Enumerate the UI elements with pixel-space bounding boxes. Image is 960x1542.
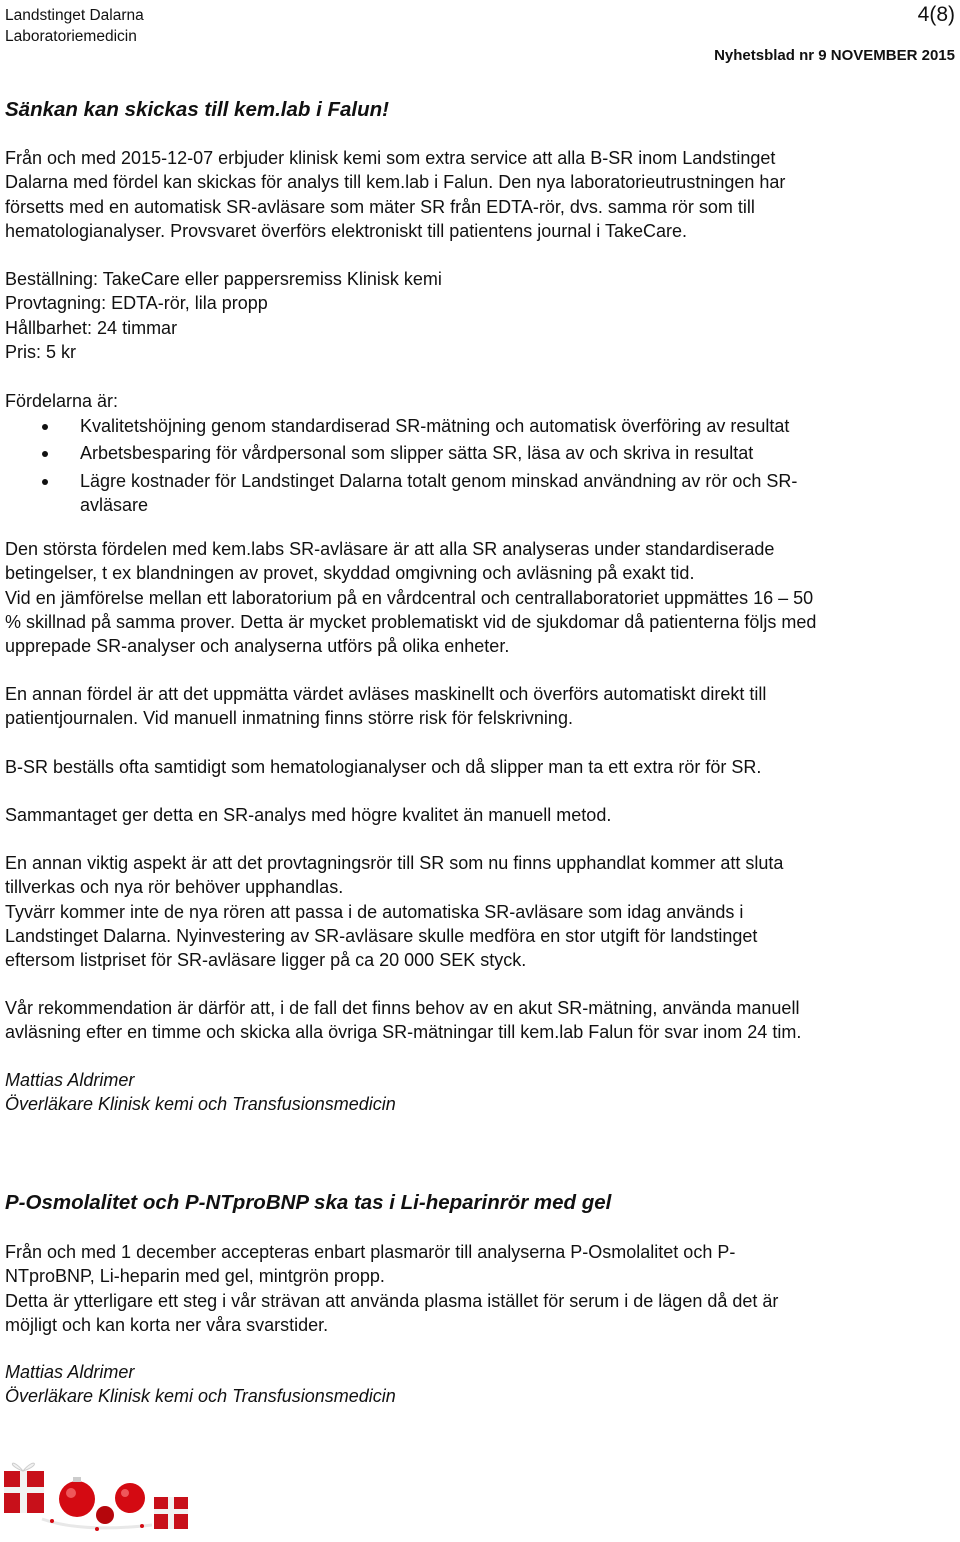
sampling-line: Provtagning: EDTA-rör, lila propp — [5, 293, 268, 314]
article2-body — [5, 1240, 955, 1337]
advantage-item: Kvalitetshöjning genom standardiserad SR-mätning och automatisk överföring av resultat — [5, 414, 950, 438]
header-dept: Laboratoriemedicin — [5, 28, 137, 45]
para-line: möjligt och kan korta ner våra svarstider. — [5, 1314, 329, 1335]
durability-line: Hållbarhet: 24 timmar — [5, 317, 178, 338]
para-line: Den största fördelen med kem.labs SR-avläsare är att alla SR analyseras under standardiserade — [5, 539, 775, 559]
article1-intro-line: Dalarna med fördel kan skickas för analys till kem.lab i Falun. Den nya laboratorieutrustningen har — [5, 172, 786, 193]
article1-intro — [5, 146, 955, 243]
para-line: upprepade SR-analyser och analyserna utförs på olika enheter. — [5, 636, 510, 657]
header-org: Landstinget Dalarna — [5, 7, 144, 24]
advantages-list — [5, 414, 950, 521]
article1-order-info — [5, 267, 955, 364]
christmas-baubles-icon — [2, 1455, 192, 1537]
article2-title: P-Osmolalitet och P-NTproBNP ska tas i Li-heparinrör med gel — [5, 1191, 612, 1214]
article1-intro-line: Från och med 2015-12-07 erbjuder klinisk kemi som extra service att alla B-SR inom Landstinget — [5, 148, 776, 168]
newsletter-issue: Nyhetsblad nr 9 NOVEMBER 2015 — [714, 47, 955, 64]
author-title: Överläkare Klinisk kemi och Transfusionsmedicin — [5, 1094, 396, 1115]
author-title: Överläkare Klinisk kemi och Transfusionsmedicin — [5, 1386, 396, 1407]
para-line: tillverkas och nya rör behöver upphandlas. — [5, 877, 344, 898]
para-line: eftersom listpriset för SR-avläsare ligger på ca 20 000 SEK styck. — [5, 950, 527, 971]
article1-para4: Sammantaget ger detta en SR-analys med högre kvalitet än manuell metod. — [5, 805, 612, 825]
article1-para5 — [5, 851, 955, 972]
para-line: En annan fördel är att det uppmätta värdet avläses maskinellt och överförs automatiskt direkt till — [5, 684, 767, 704]
advantage-item-line: avläsare — [80, 495, 149, 516]
article2-signature — [5, 1360, 955, 1409]
para-line: NTproBNP, Li-heparin med gel, mintgrön propp. — [5, 1266, 385, 1287]
para-line: betingelser, t ex blandningen av provet, skyddad omgivning och avläsning på exakt tid. — [5, 563, 695, 584]
article1-intro-line: hematologianalyser. Provsvaret överförs elektroniskt till patientens journal i TakeCare. — [5, 220, 688, 241]
article1-title: Sänkan kan skickas till kem.lab i Falun! — [5, 98, 389, 121]
para-line: Landstinget Dalarna. Nyinvestering av SR-avläsare skulle medföra en stor utgift för landstinget — [5, 925, 758, 946]
author-name: Mattias Aldrimer — [5, 1070, 135, 1090]
para-line: % skillnad på samma prover. Detta är mycket problematiskt vid de sjukdomar då patienterna följs med — [5, 611, 817, 632]
para-line: Vid en jämförelse mellan ett laboratorium på en vårdcentral och centrallaboratoriet uppmättes 16 – 50 — [5, 587, 814, 608]
page-number: 4(8) — [917, 3, 955, 26]
price-line: Pris: 5 kr — [5, 341, 77, 362]
article1-para6 — [5, 996, 955, 1045]
para-line: avläsning efter en timme och skicka alla övriga SR-mätningar till kem.lab Falun för svar inom 24 tim. — [5, 1022, 802, 1043]
para-line: Från och med 1 december accepteras enbart plasmarör till analyserna P-Osmolalitet och P- — [5, 1242, 736, 1262]
para-line: Detta är ytterligare ett steg i vår strävan att använda plasma istället för serum i de lägen då det är — [5, 1290, 779, 1311]
article1-para3: B-SR beställs ofta samtidigt som hematologianalyser och då slipper man ta ett extra rör för SR. — [5, 757, 762, 777]
author-name: Mattias Aldrimer — [5, 1362, 135, 1382]
advantage-item: Arbetsbesparing för vårdpersonal som slipper sätta SR, läsa av och skriva in resultat — [5, 441, 950, 465]
article1-para2 — [5, 682, 955, 731]
advantages-heading: Fördelarna är: — [5, 391, 119, 411]
para-line: patientjournalen. Vid manuell inmatning finns större risk för felskrivning. — [5, 708, 573, 729]
advantage-item — [5, 469, 950, 518]
article1-para1 — [5, 537, 955, 658]
para-line: Vår rekommendation är därför att, i de fall det finns behov av en akut SR-mätning, använda manuell — [5, 998, 800, 1018]
para-line: En annan viktig aspekt är att det provtagningsrör till SR som nu finns upphandlat kommer att sluta — [5, 853, 784, 873]
order-line: Beställning: TakeCare eller pappersremiss Klinisk kemi — [5, 269, 442, 289]
article1-intro-line: försetts med en automatisk SR-avläsare som mäter SR från EDTA-rör, dvs. samma rör som till — [5, 196, 755, 217]
para-line: Tyvärr kommer inte de nya rören att passa i de automatiska SR-avläsare som idag används i — [5, 901, 744, 922]
advantage-item-line: Lägre kostnader för Landstinget Dalarna totalt genom minskad användning av rör och SR- — [80, 470, 798, 491]
article1-signature — [5, 1068, 955, 1117]
